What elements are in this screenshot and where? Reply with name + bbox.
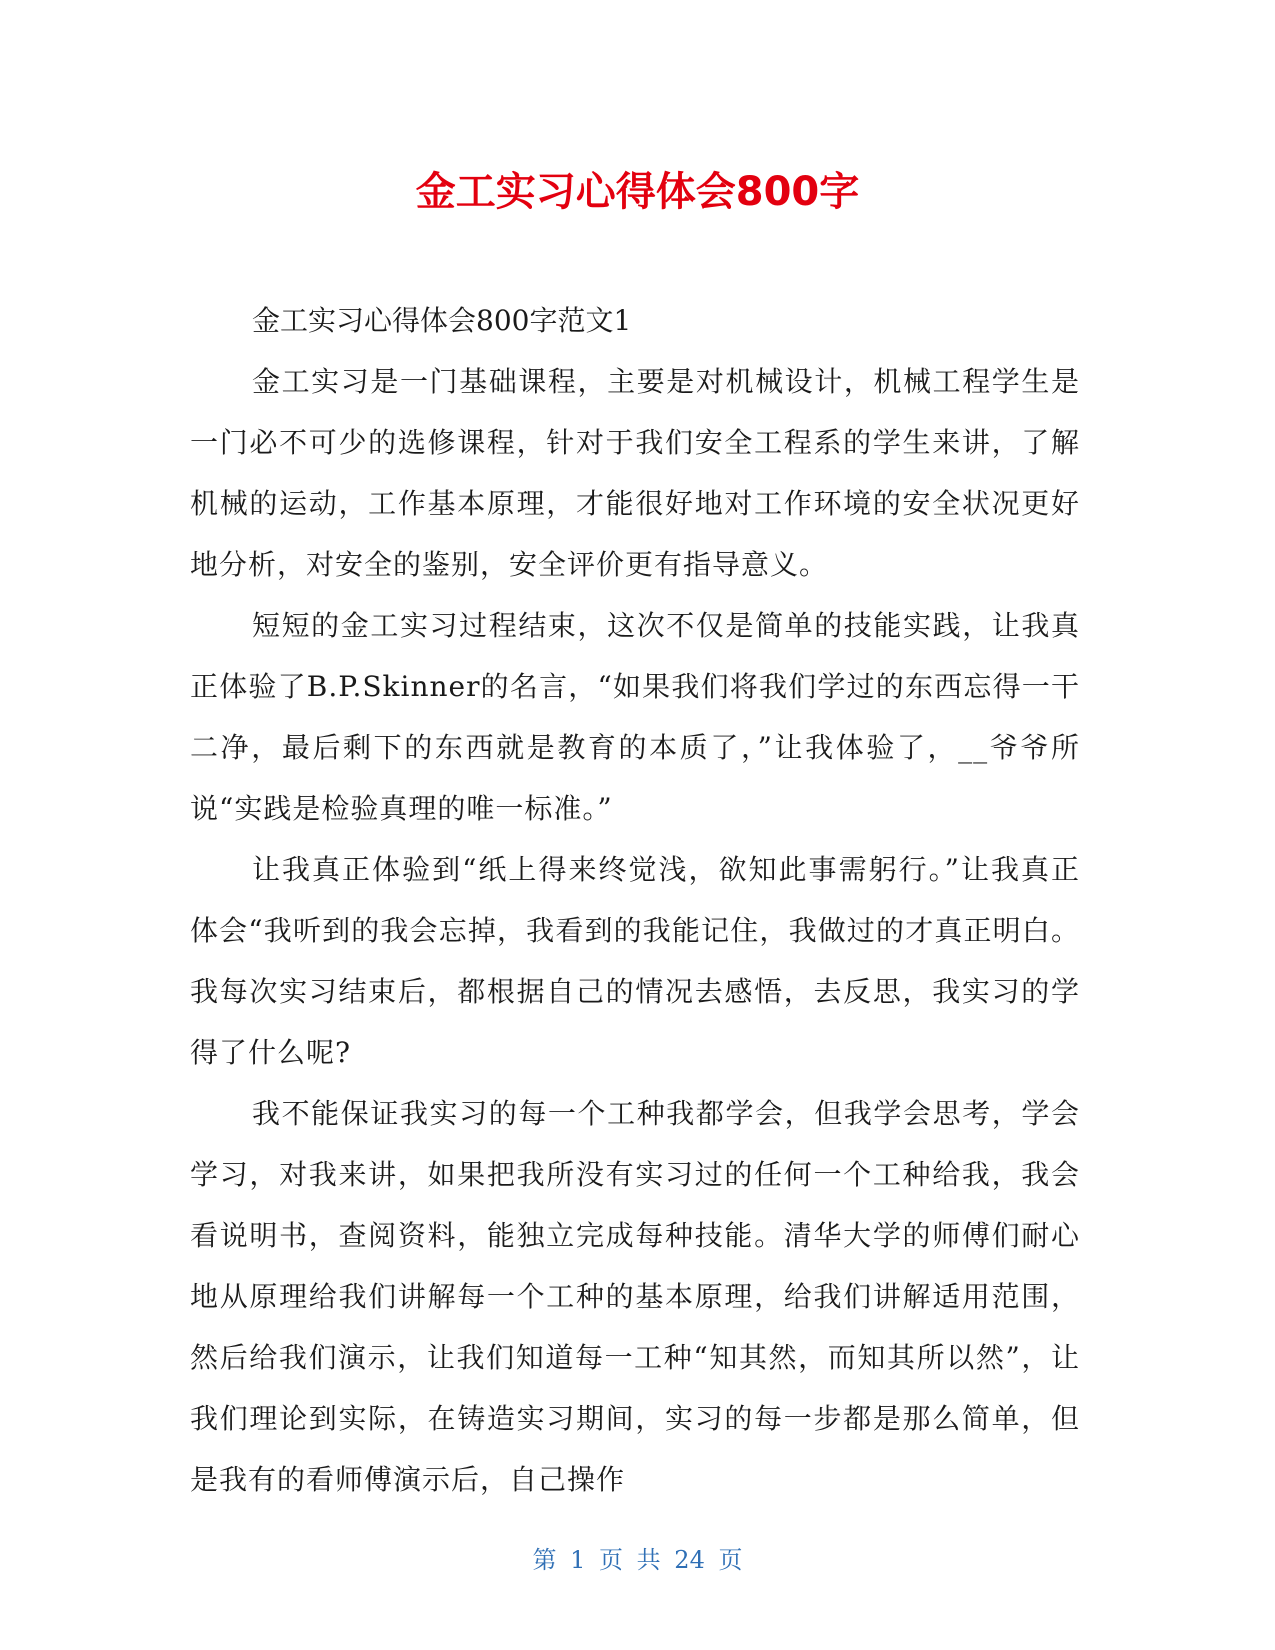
page-number-footer: 第 1 页 共 24 页	[532, 1546, 743, 1574]
document-title: 金工实习心得体会800字	[415, 169, 860, 215]
body-paragraph: 我不能保证我实习的每一个工种我都学会，但我学会思考，学会学习，对我来讲，如果把我所没有实习过的任何一个工种给我，我会看说明书，查阅资料，能独立完成每种技能。清华大学的师傅们耐心地从原理给我们讲解每一个工种的基本原理，给我们讲解适用范围，然后给我们演示，让我们知道每一工种“知其然，而知其所以然”，让我们理论到实际，在铸造实习期间，实习的每一步都是那么简单，但是我有的看师傅演示后，自己操作	[190, 1097, 1080, 1496]
body-paragraph: 短短的金工实习过程结束，这次不仅是简单的技能实践，让我真正体验了B.P.Skinner的名言，“如果我们将我们学过的东西忘得一干二净，最后剩下的东西就是教育的本质了，”让我体验了，__爷爷所说“实践是检验真理的唯一标准。”	[190, 609, 1080, 825]
body-paragraph: 让我真正体验到“纸上得来终觉浅，欲知此事需躬行。”让我真正体会“我听到的我会忘掉，我看到的我能记住，我做过的才真正明白。我每次实习结束后，都根据自己的情况去感悟，去反思，我实习的学得了什么呢?	[190, 853, 1080, 1069]
body-paragraph: 金工实习是一门基础课程，主要是对机械设计，机械工程学生是一门必不可少的选修课程，针对于我们安全工程系的学生来讲，了解机械的运动，工作基本原理，才能很好地对工作环境的安全状况更好地分析，对安全的鉴别，安全评价更有指导意义。	[190, 365, 1080, 581]
section-heading: 金工实习心得体会800字范文1	[252, 304, 632, 337]
document-body	[190, 290, 1080, 1510]
